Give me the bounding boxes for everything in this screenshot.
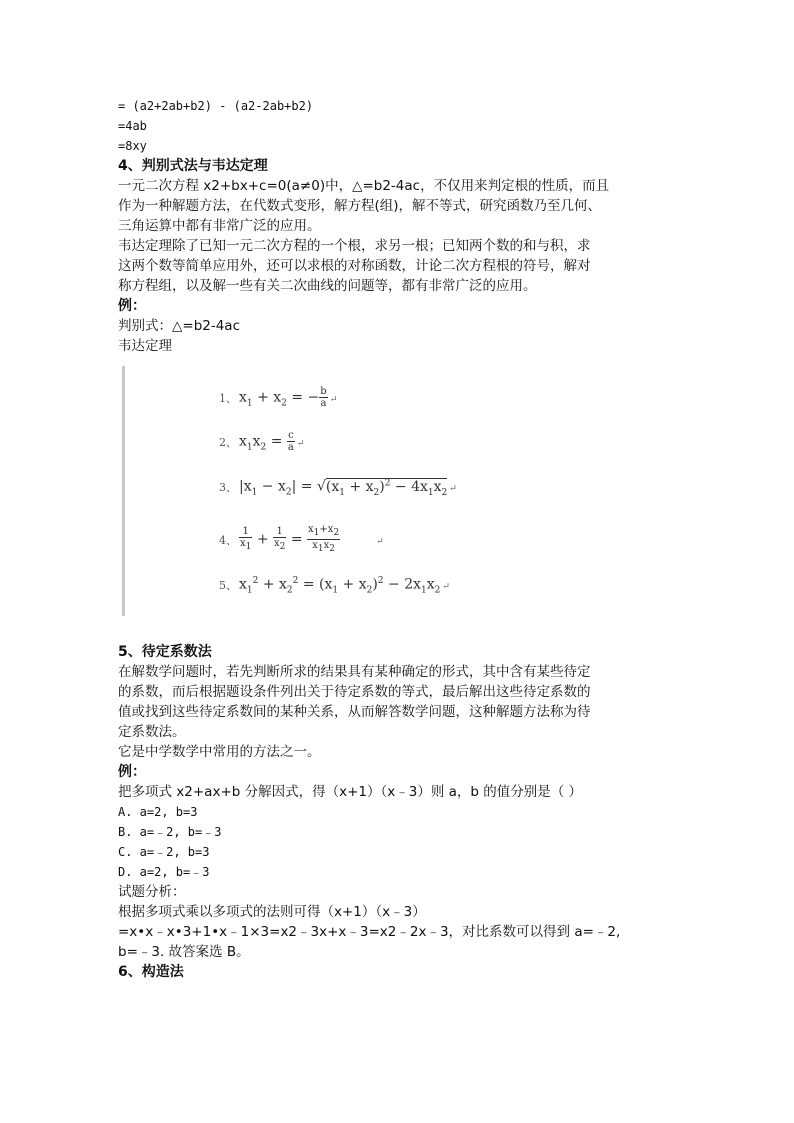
paragraph-line: 定系数法。: [118, 724, 186, 740]
vieta-label: 韦达定理: [118, 338, 172, 354]
formula-4: 4、 $\frac{1}{x_1}$ + $\frac{1}{x_2}$ = $\frac{x_1+x_2}{x_1x_2}$ ↵: [219, 524, 384, 554]
document-page: [118, 96, 678, 982]
paragraph-line: 三角运算中都有非常广泛的应用。: [118, 218, 321, 234]
option-c: C. a=﹣2, b=3: [118, 845, 210, 859]
analysis-line: b=﹣3. 故答案选 B。: [118, 944, 250, 960]
option-d: D. a=2, b=﹣3: [118, 865, 210, 879]
example-label: 例：: [118, 298, 146, 314]
paragraph-line: 一元二次方程 x2+bx+c=0(a≠0)中，△=b2-4ac，不仅用来判定根的性质，而且: [118, 178, 610, 194]
paragraph-line: 称方程组，以及解一些有关二次曲线的问题等，都有非常广泛的应用。: [118, 278, 537, 294]
example-label: 例：: [118, 764, 146, 780]
discriminant-line: 判别式：△=b2-4ac: [118, 318, 241, 334]
paragraph-line: 的系数，而后根据题设条件列出关于待定系数的等式，最后解出这些待定系数的: [118, 684, 591, 700]
formula-1: 1、 $x_1 + x_2$ = − $\frac{b}{a}$ ↵: [219, 386, 338, 409]
analysis-line: 根据多项式乘以多项式的法则可得（x+1）（x﹣3）: [118, 904, 426, 920]
section-heading-4: 4、判别式法与韦达定理: [118, 158, 268, 174]
section-heading-5: 5、待定系数法: [118, 644, 212, 660]
equation-line: =8xy: [118, 139, 147, 153]
option-b: B. a=﹣2, b=﹣3: [118, 825, 222, 839]
paragraph-line: 作为一种解题方法，在代数式变形，解方程(组)，解不等式，研究函数乃至几何、: [118, 198, 602, 214]
formula-2: 2、 $x_1x_2$ = $\frac{c}{a}$ ↵: [219, 430, 305, 453]
paragraph-line: 在解数学问题时，若先判断所求的结果具有某种确定的形式，其中含有某些待定: [118, 664, 591, 680]
vieta-formula-image: [122, 366, 485, 616]
formula-5: 5、 $x_1^2 + x_2^2 = (x_1 + x_2)^2 - 2x_1x_2$ ↵: [219, 576, 450, 596]
equation-line: = (a2+2ab+b2) - (a2-2ab+b2): [118, 99, 314, 113]
option-a: A. a=2, b=3: [118, 805, 198, 819]
section-heading-6: 6、构造法: [118, 964, 184, 980]
paragraph-line: 它是中学数学中常用的方法之一。: [118, 744, 321, 760]
paragraph-line: 值或找到这些待定系数间的某种关系，从而解答数学问题，这种解题方法称为待: [118, 704, 591, 720]
question-line: 把多项式 x2+ax+b 分解因式，得（x+1）（x﹣3）则 a，b 的值分别是（ ）: [118, 784, 583, 800]
paragraph-line: 这两个数等简单应用外，还可以求根的对称函数，计论二次方程根的符号，解对: [118, 258, 591, 274]
formula-3: 3、 $|x_1 - x_2| = √(x_1 + x_2)^2 - 4x_1x_2$ ↵: [219, 478, 457, 498]
paragraph-line: 韦达定理除了已知一元二次方程的一个根，求另一根；已知两个数的和与积，求: [118, 238, 591, 254]
analysis-line: =x•x﹣x•3+1•x﹣1×3=x2﹣3x+x﹣3=x2﹣2x﹣3，对比系数可以得到 a=﹣2,: [118, 924, 621, 940]
equation-line: =4ab: [118, 119, 147, 133]
analysis-label: 试题分析：: [118, 884, 186, 900]
